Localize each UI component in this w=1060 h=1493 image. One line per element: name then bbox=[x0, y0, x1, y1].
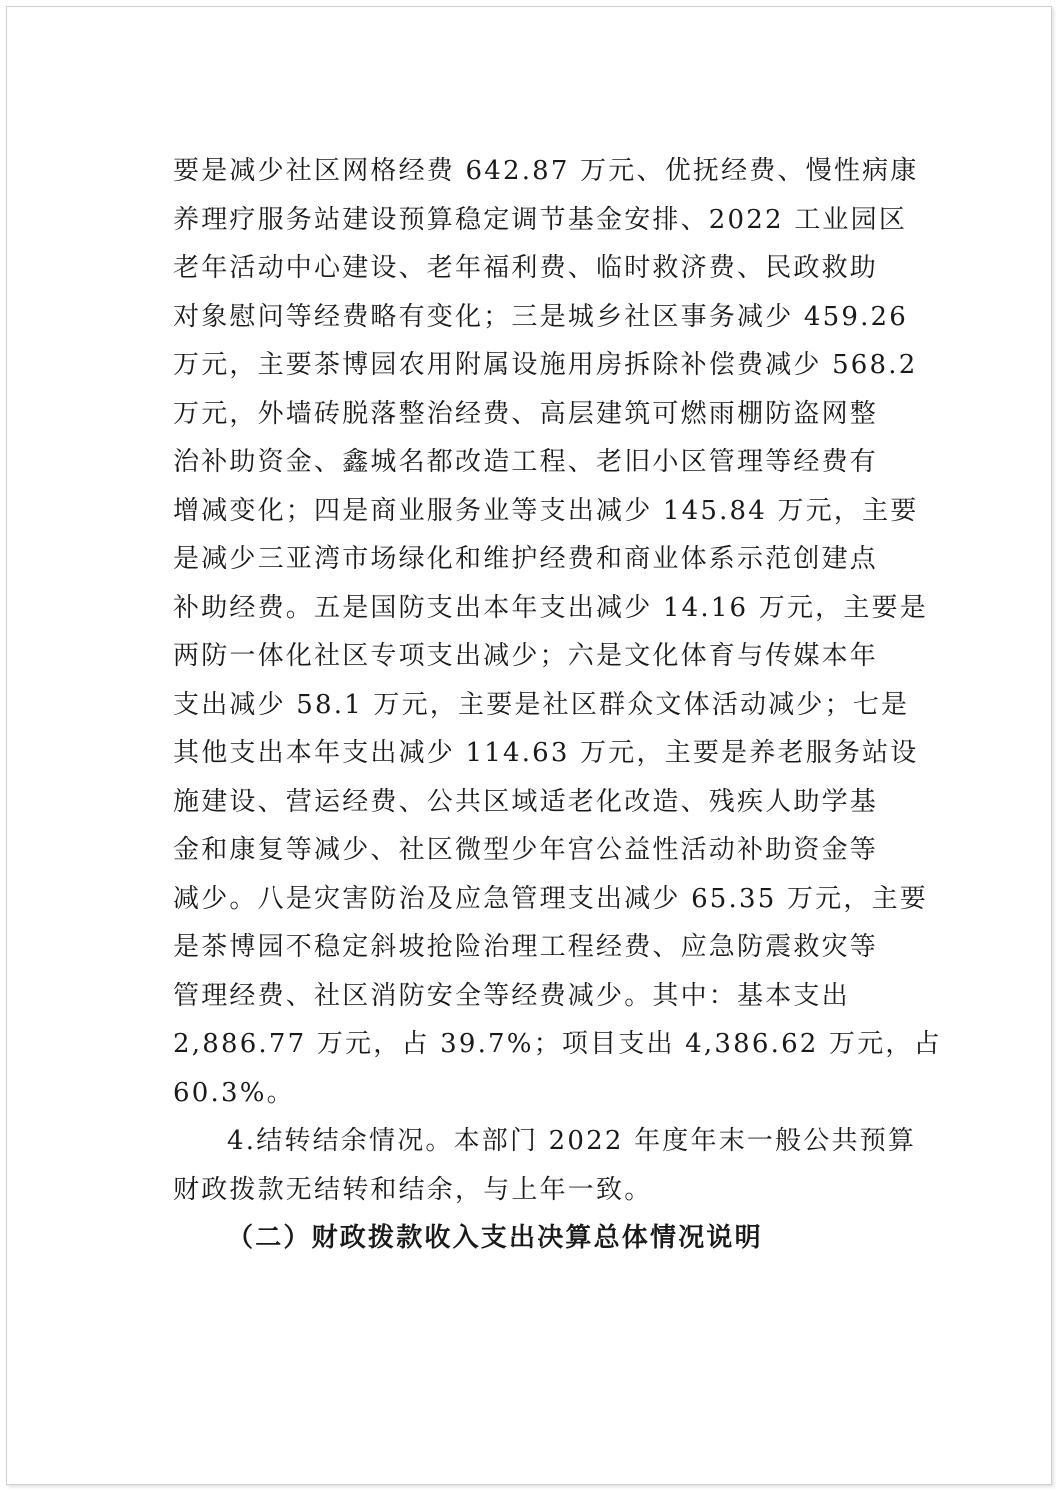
text-line: 是减少三亚湾市场绿化和维护经费和商业体系示范创建点 bbox=[173, 544, 879, 574]
text-line: 两防一体化社区专项支出减少；六是文化体育与传媒本年 bbox=[173, 641, 879, 671]
text-line: 减少。八是灾害防治及应急管理支出减少 65.35 万元，主要 bbox=[173, 883, 928, 914]
text-line: 对象慰问等经费略有变化；三是城乡社区事务减少 459.26 bbox=[173, 301, 909, 332]
text-line: 要是减少社区网格经费 642.87 万元、优抚经费、慢性病康 bbox=[173, 156, 919, 186]
text-line: 增减变化；四是商业服务业等支出减少 145.84 万元，主要 bbox=[173, 495, 919, 526]
section-4-line: 4.结转结余情况。本部门 2022 年度年末一般公共预算 bbox=[227, 1126, 917, 1156]
text-line: 老年活动中心建设、老年福利费、临时救济费、民政救助 bbox=[173, 253, 879, 283]
page bbox=[6, 6, 1052, 1485]
text-line: 养理疗服务站建设预算稳定调节基金安排、2022 工业园区 bbox=[173, 204, 908, 235]
body-text bbox=[173, 147, 942, 1263]
section-4-line: 财政拨款无结转和结余，与上年一致。 bbox=[173, 1174, 653, 1205]
text-line: 治补助资金、鑫城名都改造工程、老旧小区管理等经费有 bbox=[173, 447, 879, 477]
text-line: 是茶博园不稳定斜坡抢险治理工程经费、应急防震救灾等 bbox=[173, 932, 879, 962]
text-line: 管理经费、社区消防安全等经费减少。其中：基本支出 bbox=[173, 980, 850, 1011]
text-line: 金和康复等减少、社区微型少年宫公益性活动补助资金等 bbox=[173, 835, 879, 865]
section-heading: （二）财政拨款收入支出决算总体情况说明 bbox=[227, 1223, 763, 1253]
text-line: 万元，主要茶博园农用附属设施用房拆除补偿费减少 568.2 bbox=[173, 350, 918, 380]
text-line: 2,886.77 万元，占 39.7%；项目支出 4,386.62 万元，占 bbox=[173, 1029, 942, 1059]
text-line: 万元，外墙砖脱落整治经费、高层建筑可燃雨棚防盗网整 bbox=[173, 398, 879, 429]
text-line: 施建设、营运经费、公共区域适老化改造、残疾人助学基 bbox=[173, 786, 879, 817]
text-line: 支出减少 58.1 万元，主要是社区群众文体活动减少；七是 bbox=[173, 689, 910, 720]
text-line: 补助经费。五是国防支出本年支出减少 14.16 万元，主要是 bbox=[173, 592, 928, 623]
text-line: 其他支出本年支出减少 114.63 万元，主要是养老服务站设 bbox=[173, 738, 919, 768]
text-line: 60.3%。 bbox=[173, 1077, 295, 1108]
